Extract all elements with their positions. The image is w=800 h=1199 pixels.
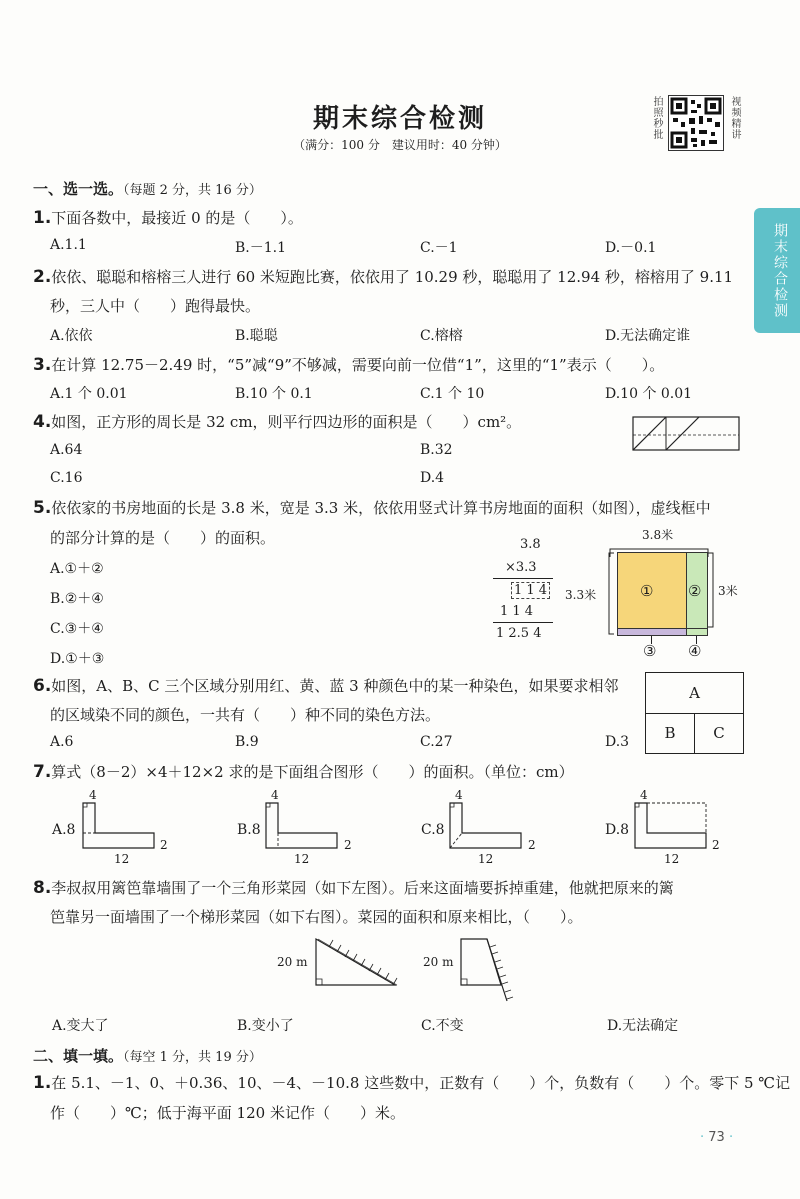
- q7d-figure: [634, 802, 714, 850]
- calc-row-5: 1 2.5 4: [496, 626, 542, 641]
- qr-left-label: 拍照秒批: [651, 96, 662, 140]
- q6-region-figure: [645, 672, 744, 754]
- q5-option-a[interactable]: A.①＋②: [50, 561, 104, 577]
- question-3-number: 3.: [33, 355, 52, 375]
- q7d-bottom-dim: 12: [664, 852, 680, 866]
- q7c-top-dim: 4: [455, 788, 463, 802]
- region-b: B: [646, 714, 695, 753]
- question-4-text: 如图，正方形的周长是 32 cm，则平行四边形的面积是（ ）cm²。: [51, 413, 522, 431]
- q5-option-c[interactable]: C.③＋④: [50, 621, 104, 637]
- page-number: 73: [708, 1130, 725, 1145]
- qr-right-label: 视频精讲: [729, 96, 740, 140]
- q7d-right-dim: 2: [712, 838, 720, 852]
- q4-slant-left: [633, 417, 666, 450]
- question-7-text: 算式（8－2）×4＋12×2 求的是下面组合图形（ ）的面积。（单位：cm）: [51, 763, 574, 781]
- q8-trapezoid-figure: [458, 935, 528, 1005]
- question-3: [33, 355, 664, 375]
- q8-left-height-label: 20 m: [277, 955, 308, 969]
- question-7-number: 7.: [33, 762, 52, 782]
- q7a-figure: [82, 802, 157, 850]
- q1-option-d[interactable]: D.－0.1: [605, 240, 657, 256]
- q4-option-b[interactable]: B.32: [420, 442, 453, 458]
- region-4-label: ④: [688, 642, 702, 660]
- q1-option-c[interactable]: C.－1: [420, 240, 458, 256]
- region-4: [686, 628, 708, 636]
- q6-option-d[interactable]: D.3: [605, 734, 630, 750]
- q7a-bottom-dim: 12: [114, 852, 130, 866]
- calc-row-2: ×3.3: [505, 560, 537, 575]
- q7d-top-dim: 4: [640, 788, 648, 802]
- q8-option-d[interactable]: D.无法确定: [607, 1018, 679, 1034]
- q7b-bottom-dim: 12: [294, 852, 310, 866]
- q8-right-height-label: 20 m: [423, 955, 454, 969]
- question-5-line-2: 的部分计算的是（ ）的面积。: [50, 529, 276, 547]
- calc-rule-1: [493, 578, 553, 579]
- question-3-text: 在计算 12.75－2.49 时，“5”减“9”不够减，需要向前一位借“1”，这里的“1”表示（ ）。: [51, 356, 665, 374]
- fig-top-label: 3.8米: [642, 528, 674, 542]
- question-4: [33, 412, 521, 432]
- q7a-right-dim: 2: [160, 838, 168, 852]
- q7-option-b[interactable]: B.8: [237, 822, 261, 838]
- q2-option-b[interactable]: B.聪聪: [235, 328, 278, 344]
- section-2-heading: [33, 1045, 262, 1066]
- region-c: C: [713, 724, 725, 742]
- question-2: [33, 267, 733, 287]
- fill-question-1: [33, 1073, 790, 1093]
- q5-option-d[interactable]: D.①＋③: [50, 651, 105, 667]
- region-1-label: ①: [640, 582, 654, 600]
- calc-rule-2: [493, 622, 553, 623]
- fig-right-brace: [707, 552, 717, 630]
- fig-left-label: 3.3米: [565, 588, 597, 602]
- q7b-figure: [265, 802, 345, 850]
- question-2-line-1: 依依、聪聪和榕榕三人进行 60 米短跑比赛，依依用了 10.29 秒，聪聪用了 12.94 秒，榕榕用了 9.11: [51, 268, 734, 286]
- region-a: A: [646, 673, 743, 714]
- page-subtitle: （满分：100 分 建议用时：40 分钟）: [293, 138, 507, 152]
- q4-slant-right: [666, 417, 699, 450]
- q7b-right-dim: 2: [344, 838, 352, 852]
- question-8-line-2: 笆靠另一面墙围了一个梯形菜园（如下右图）。菜园的面积和原来相比，（ ）。: [50, 908, 583, 926]
- question-5-line-1: 依依家的书房地面的长是 3.8 米，宽是 3.3 米，依依用竖式计算书房地面的面积（如图），虚线框中: [51, 499, 711, 517]
- q1-option-a[interactable]: A.1.1: [50, 237, 87, 253]
- page-number-wrapper: [700, 1130, 733, 1145]
- q7c-right-dim: 2: [528, 838, 536, 852]
- q8-option-c[interactable]: C.不变: [421, 1018, 464, 1034]
- q3-option-d[interactable]: D.10 个 0.01: [605, 386, 693, 402]
- q5-option-b[interactable]: B.②＋④: [50, 591, 104, 607]
- q8-option-a[interactable]: A.变大了: [52, 1018, 109, 1034]
- calc-row-1: 3.8: [520, 537, 541, 552]
- question-6-line-1: 如图，A、B、C 三个区域分别用红、黄、蓝 3 种颜色中的某一种染色，如果要求相邻: [51, 677, 619, 695]
- q7c-figure: [449, 802, 529, 850]
- fill-question-1-line-1: 在 5.1、－1、0、＋0.36、10、－4、－10.8 这些数中，正数有（ ）个，负数有（ ）个。零下 5 ℃记: [51, 1074, 791, 1092]
- question-8-line-1: 李叔叔用篱笆靠墙围了一个三角形菜园（如下左图）。后来这面墙要拆掉重建，他就把原来的篱: [51, 879, 674, 897]
- q4-option-c[interactable]: C.16: [50, 470, 83, 486]
- region-3-label: ③: [643, 642, 657, 660]
- q2-option-d[interactable]: D.无法确定谁: [605, 328, 691, 344]
- dot-right-icon: ·: [728, 1130, 734, 1145]
- calc-row-3: 1 1 4: [511, 582, 550, 599]
- region-3: [617, 628, 687, 636]
- q7-option-c[interactable]: C.8: [421, 822, 445, 838]
- question-2-line-2: 秒，三人中（ ）跑得最快。: [50, 297, 261, 315]
- question-8-number: 8.: [33, 878, 52, 898]
- q7b-top-dim: 4: [271, 788, 279, 802]
- q1-option-b[interactable]: B.－1.1: [235, 240, 287, 256]
- q8-triangle-figure: [313, 935, 408, 995]
- q4-option-d[interactable]: D.4: [420, 470, 445, 486]
- q3-option-a[interactable]: A.1 个 0.01: [50, 386, 128, 402]
- section-1-note: （每题 2 分，共 16 分）: [123, 183, 262, 198]
- qr-code-icon[interactable]: [668, 95, 724, 151]
- q2-option-a[interactable]: A.依依: [50, 328, 93, 344]
- q6-option-a[interactable]: A.6: [50, 734, 74, 750]
- section-2-note: （每空 1 分，共 19 分）: [123, 1050, 262, 1065]
- question-2-number: 2.: [33, 267, 52, 287]
- fig-left-brace: [605, 552, 615, 637]
- q8-option-b[interactable]: B.变小了: [237, 1018, 294, 1034]
- q2-option-c[interactable]: C.榕榕: [420, 328, 463, 344]
- q3-option-b[interactable]: B.10 个 0.1: [235, 386, 313, 402]
- section-1-heading: [33, 178, 262, 199]
- question-1-number: 1.: [33, 208, 52, 228]
- question-5-number: 5.: [33, 498, 52, 518]
- question-4-number: 4.: [33, 412, 52, 432]
- side-tab[interactable]: 期末综合检测: [754, 208, 800, 333]
- q3-option-c[interactable]: C.1 个 10: [420, 386, 485, 402]
- fig-right-label: 3米: [718, 584, 738, 598]
- q7a-top-dim: 4: [89, 788, 97, 802]
- section-2-title: 二、填一填。: [33, 1047, 124, 1065]
- q7c-bottom-dim: 12: [478, 852, 494, 866]
- q4-parallelogram-figure: [632, 414, 742, 454]
- question-6-number: 6.: [33, 676, 52, 696]
- dot-left-icon: ·: [700, 1130, 705, 1145]
- question-1-text: 下面各数中，最接近 0 的是（ ）。: [51, 209, 303, 227]
- section-1-title: 一、选一选。: [33, 180, 124, 198]
- question-6-line-2: 的区域染不同的颜色，一共有（ ）种不同的染色方法。: [50, 706, 441, 724]
- fill-question-1-number: 1.: [33, 1073, 52, 1093]
- q7-option-d[interactable]: D.8: [605, 822, 630, 838]
- calc-row-4: 1 1 4: [500, 604, 534, 619]
- fill-question-1-line-2: 作（ ）℃；低于海平面 120 米记作（ ）米。: [50, 1104, 405, 1122]
- question-8: [33, 878, 674, 898]
- question-6: [33, 676, 618, 696]
- q7-option-a[interactable]: A.8: [52, 822, 76, 838]
- question-5: [33, 498, 711, 518]
- q6-option-b[interactable]: B.9: [235, 734, 259, 750]
- page-title: 期末综合检测: [312, 104, 487, 134]
- region-2-label: ②: [688, 582, 702, 600]
- question-1: [33, 208, 303, 228]
- q4-option-a[interactable]: A.64: [50, 442, 83, 458]
- question-7: [33, 762, 574, 782]
- q6-option-c[interactable]: C.27: [420, 734, 453, 750]
